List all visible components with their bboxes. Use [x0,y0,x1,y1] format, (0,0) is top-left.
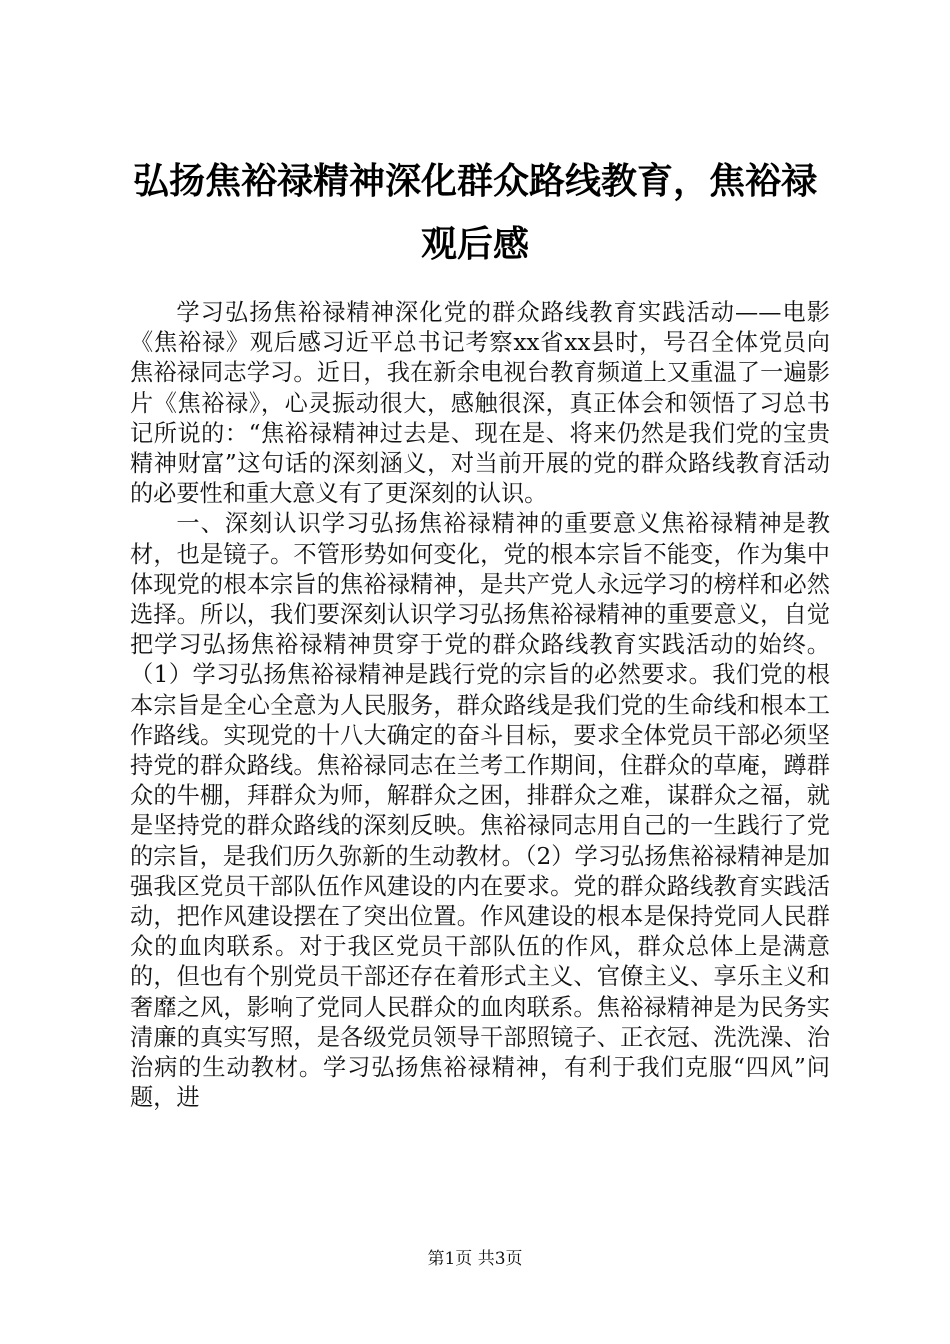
paragraph: 一、深刻认识学习弘扬焦裕禄精神的重要意义焦裕禄精神是教材，也是镜子。不管形势如何变化，党的根本宗旨不能变，作为集中体现党的根本宗旨的焦裕禄精神，是共产党人永远学习的榜样和必然选择。所以，我们要深刻认识学习弘扬焦裕禄精神的重要意义，自觉把学习弘扬焦裕禄精神贯穿于党的群众路线教育实践活动的始终。（1）学习弘扬焦裕禄精神是践行党的宗旨的必然要求。我们党的根本宗旨是全心全意为人民服务，群众路线是我们党的生命线和根本工作路线。实现党的十八大确定的奋斗目标，要求全体党员干部必须坚持党的群众路线。焦裕禄同志在兰考工作期间，住群众的草庵，蹲群众的牛棚，拜群众为师，解群众之困，排群众之难，谋群众之福，就是坚持党的群众路线的深刻反映。焦裕禄同志用自己的一生践行了党的宗旨，是我们历久弥新的生动教材。（2）学习弘扬焦裕禄精神是加强我区党员干部队伍作风建设的内在要求。党的群众路线教育实践活动，把作风建设摆在了突出位置。作风建设的根本是保持党同人民群众的血肉联系。对于我区党员干部队伍的作风，群众总体上是满意的，但也有个别党员干部还存在着形式主义、官僚主义、享乐主义和奢靡之风，影响了党同人民群众的血肉联系。焦裕禄精神是为民务实清廉的真实写照，是各级党员领导干部照镜子、正衣冠、洗洗澡、治治病的生动教材。学习弘扬焦裕禄精神，有利于我们克服“四风”问题，进 [130,510,830,1112]
document-body [130,298,830,1113]
document-title: 弘扬焦裕禄精神深化群众路线教育，焦裕禄观后感 [132,160,817,265]
page-number: 第1页 共3页 [427,1249,523,1269]
paragraph: 学习弘扬焦裕禄精神深化党的群众路线教育实践活动——电影《焦裕禄》观后感习近平总书记考察xx省xx县时，号召全体党员向焦裕禄同志学习。近日，我在新余电视台教育频道上又重温了一遍影片《焦裕禄》，心灵振动很大，感触很深，真正体会和领悟了习总书记所说的：“焦裕禄精神过去是、现在是、将来仍然是我们党的宝贵精神财富”这句话的深刻涵义，对当前开展的党的群众路线教育活动的必要性和重大意义有了更深刻的认识。 [130,299,830,508]
